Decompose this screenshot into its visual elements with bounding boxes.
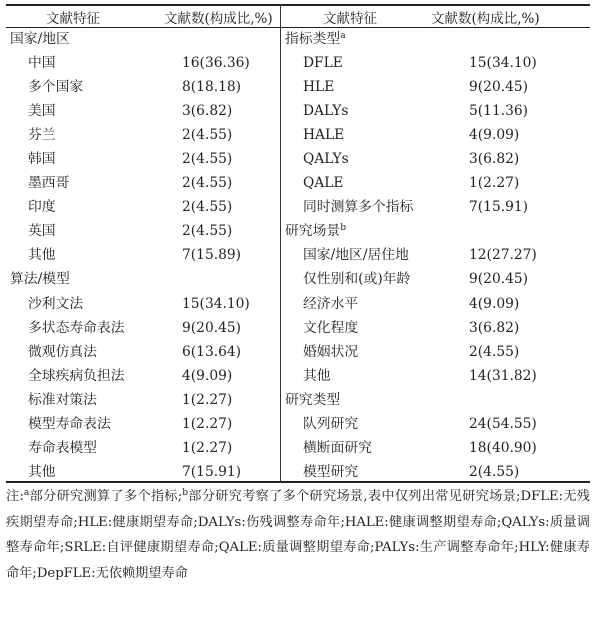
row-value: 3(6.82) <box>182 103 233 120</box>
table-row <box>281 364 590 388</box>
row-label <box>28 388 97 412</box>
note-paragraph <box>6 484 590 586</box>
table-row <box>281 292 590 316</box>
row-value: 2(4.55) <box>182 223 233 240</box>
note-sup-b: b <box>182 488 188 498</box>
label-text: DALYs <box>303 103 349 120</box>
row-label <box>28 243 56 267</box>
label-text: 算法/模型 <box>10 271 70 288</box>
row-label <box>303 316 358 340</box>
label-text: 多状态寿命表法 <box>28 319 125 336</box>
footnote-marker: a <box>340 31 346 41</box>
table-row <box>6 195 280 219</box>
row-value: 5(11.36) <box>469 103 529 120</box>
table-row <box>281 243 590 267</box>
row-value: 15(34.10) <box>469 55 537 72</box>
table-right-half <box>281 4 590 484</box>
table-header-right <box>281 4 590 27</box>
label-text: 同时测算多个指标 <box>303 199 414 216</box>
table-row <box>6 388 280 412</box>
category-row <box>281 219 590 243</box>
label-text: DFLE <box>303 55 343 72</box>
row-label <box>28 99 56 123</box>
table-row <box>281 340 590 364</box>
label-text: QALE <box>303 175 344 192</box>
label-text: 标准对策法 <box>28 391 97 408</box>
table-row <box>6 123 280 147</box>
label-text: QALYs <box>303 151 349 168</box>
row-label <box>303 436 372 460</box>
label-text: 多个国家 <box>28 79 84 96</box>
label-text: 文化程度 <box>303 319 359 336</box>
row-value: 12(27.27) <box>469 247 537 264</box>
table-row <box>281 75 590 99</box>
row-label <box>28 412 111 436</box>
label-text: 其他 <box>28 463 56 480</box>
row-value: 14(31.82) <box>469 367 537 384</box>
row-label <box>28 219 56 243</box>
row-value: 7(15.91) <box>469 199 529 216</box>
table-row <box>281 99 590 123</box>
label-text: 仅性别和(或)年龄 <box>303 271 411 288</box>
row-label <box>303 243 409 267</box>
row-label <box>303 412 358 436</box>
label-text: 沙利文法 <box>28 295 84 312</box>
label-text: 墨西哥 <box>28 175 70 192</box>
table-row <box>281 171 590 195</box>
row-label <box>28 147 56 171</box>
category-row <box>281 27 590 51</box>
label-text: 韩国 <box>28 151 56 168</box>
row-value: 3(6.82) <box>469 319 520 336</box>
left-rows <box>6 27 280 484</box>
row-value: 1(2.27) <box>469 175 520 192</box>
note-sup-a: a <box>23 488 30 498</box>
row-label <box>28 195 56 219</box>
label-text: 横断面研究 <box>303 439 372 456</box>
table-row <box>6 364 280 388</box>
category-label <box>10 267 70 291</box>
table-row <box>6 99 280 123</box>
table-row <box>6 460 280 484</box>
label-text: 芬兰 <box>28 127 56 144</box>
label-text: 队列研究 <box>303 415 359 432</box>
note-prefix: 注: <box>6 489 24 504</box>
label-text: HLE <box>303 79 335 96</box>
label-text: HALE <box>303 127 345 144</box>
label-text: 其他 <box>28 247 56 264</box>
row-value: 24(54.55) <box>469 415 537 432</box>
label-text: 国家/地区 <box>10 31 70 47</box>
row-value: 2(4.55) <box>182 151 233 168</box>
row-value: 16(36.36) <box>182 55 250 72</box>
row-value: 15(34.10) <box>182 295 250 312</box>
row-label <box>303 99 349 123</box>
category-row <box>6 267 280 291</box>
label-text: 中国 <box>28 55 56 72</box>
table-row <box>6 340 280 364</box>
table-row <box>281 147 590 171</box>
table-note <box>6 484 590 586</box>
header-feature: 文献特征 <box>323 11 377 27</box>
row-label <box>28 123 56 147</box>
label-text: 研究场景 <box>285 223 341 240</box>
row-value: 4(9.09) <box>182 367 233 384</box>
row-label <box>303 123 344 147</box>
table-row <box>281 195 590 219</box>
row-value: 2(4.55) <box>469 463 520 480</box>
label-text: 寿命表模型 <box>28 439 97 456</box>
row-label <box>28 292 83 316</box>
label-text: 模型研究 <box>303 463 359 480</box>
row-value: 6(13.64) <box>182 343 242 360</box>
row-label <box>28 316 125 340</box>
label-text: 研究类型 <box>285 391 341 408</box>
table-row <box>6 147 280 171</box>
row-value: 8(18.18) <box>182 79 242 96</box>
table-row <box>6 412 280 436</box>
label-text: 全球疾病负担法 <box>28 367 125 384</box>
category-label <box>10 27 70 51</box>
row-label <box>303 460 358 484</box>
row-label <box>28 51 56 75</box>
label-text: 美国 <box>28 103 56 120</box>
row-label <box>303 51 343 75</box>
row-value: 9(20.45) <box>182 319 242 336</box>
label-text: 模型寿命表法 <box>28 415 111 432</box>
row-label <box>303 147 349 171</box>
row-label <box>28 75 83 99</box>
table-left-half <box>6 4 280 484</box>
table-row <box>6 292 280 316</box>
row-label <box>303 267 410 291</box>
table-row <box>6 316 280 340</box>
row-label <box>303 195 413 219</box>
row-value: 7(15.89) <box>182 247 242 264</box>
category-label <box>285 219 346 243</box>
label-text: 印度 <box>28 199 56 216</box>
row-value: 4(9.09) <box>469 295 520 312</box>
label-text: 微观仿真法 <box>28 343 97 360</box>
label-text: 国家/地区/居住地 <box>303 247 409 264</box>
table-row <box>281 51 590 75</box>
table-row <box>281 267 590 291</box>
table-row <box>281 412 590 436</box>
row-value: 3(6.82) <box>469 151 520 168</box>
category-row <box>281 388 590 412</box>
row-value: 1(2.27) <box>182 415 233 432</box>
row-value: 1(2.27) <box>182 439 233 456</box>
row-value: 4(9.09) <box>469 127 520 144</box>
right-rows <box>281 27 590 484</box>
category-label <box>285 27 346 51</box>
header-feature: 文献特征 <box>46 11 100 27</box>
header-count: 文献数(构成比,%) <box>164 11 273 27</box>
category-label <box>285 388 340 412</box>
row-label <box>303 292 358 316</box>
label-text: 英国 <box>28 223 56 240</box>
footnote-marker: b <box>340 223 346 234</box>
row-label <box>303 340 358 364</box>
row-value: 2(4.55) <box>182 127 233 144</box>
table-row <box>281 460 590 484</box>
row-label <box>303 364 331 388</box>
table-row <box>281 123 590 147</box>
header-count: 文献数(构成比,%) <box>431 11 540 27</box>
row-value: 1(2.27) <box>182 391 233 408</box>
label-text: 经济水平 <box>303 295 359 312</box>
note-text-b: 部分研究考察了多个研究场景,表中仅列出常见研究场景;DFLE:无残疾期望寿命;HLE:健康期望寿命;DALYs:伤残调整寿命年;HALE:健康调整期望寿命;QALYs:质量调整寿命年;SRLE:自评健康期望寿命;QALE:质量调整期望寿命;PALYs:生产调整寿命年;HLY:健康寿命年;DepFLE:无依赖期望寿命 <box>6 489 590 581</box>
category-row <box>6 27 280 51</box>
label-text: 其他 <box>303 367 331 384</box>
table-row <box>6 219 280 243</box>
label-text: 指标类型 <box>285 31 341 47</box>
row-value: 9(20.45) <box>469 79 529 96</box>
row-label <box>28 364 125 388</box>
table-row <box>6 243 280 267</box>
row-value: 2(4.55) <box>469 343 520 360</box>
row-label <box>303 171 344 195</box>
row-value: 18(40.90) <box>469 439 537 456</box>
table-row <box>6 51 280 75</box>
row-value: 7(15.91) <box>182 463 242 480</box>
table-row <box>281 436 590 460</box>
row-label <box>303 75 334 99</box>
table-row <box>281 316 590 340</box>
row-value: 9(20.45) <box>469 271 529 288</box>
table-row <box>6 171 280 195</box>
row-label <box>28 436 97 460</box>
table-header-left <box>6 4 280 27</box>
row-value: 2(4.55) <box>182 199 233 216</box>
row-value: 2(4.55) <box>182 175 233 192</box>
table-row <box>6 436 280 460</box>
row-label <box>28 460 56 484</box>
table-row <box>6 75 280 99</box>
row-label <box>28 171 69 195</box>
label-text: 婚姻状况 <box>303 343 359 360</box>
note-text-a: 部分研究测算了多个指标; <box>29 489 183 504</box>
row-label <box>28 340 97 364</box>
